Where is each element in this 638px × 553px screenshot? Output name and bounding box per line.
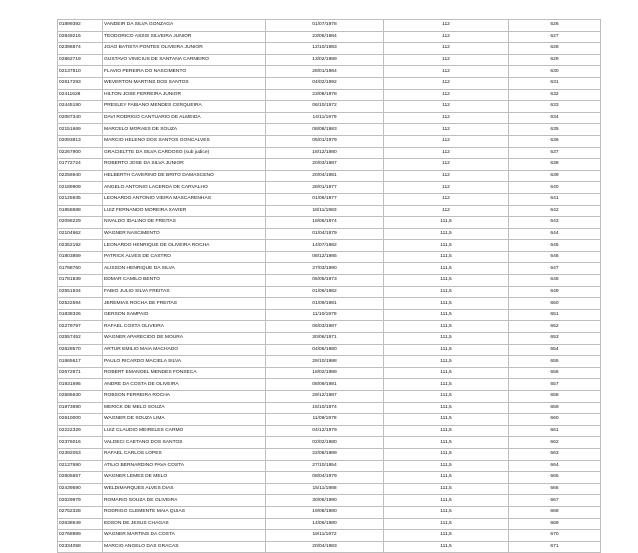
registration-cell: 02522594	[58, 298, 103, 310]
score-cell: 111,5	[384, 541, 509, 553]
name-cell: MERICK DE MELO SOUZA	[103, 402, 266, 414]
name-cell: JEREMIAS ROCHA DE FREITAS	[103, 298, 266, 310]
name-cell: VALDECI CAETANO DOS SANTOS	[103, 437, 266, 449]
birthdate-cell: 20/03/1987	[266, 159, 384, 171]
score-cell: 111,5	[384, 228, 509, 240]
score-cell: 112	[384, 66, 509, 78]
name-cell: WAGNER DE SOUZA LIMA	[103, 414, 266, 426]
birthdate-cell: 19/11/1972	[266, 530, 384, 542]
table-row	[58, 379, 601, 391]
rank-cell: 662	[509, 437, 601, 449]
score-cell: 112	[384, 43, 509, 55]
rank-cell: 659	[509, 402, 601, 414]
table-row	[58, 263, 601, 275]
registration-cell: 02222329	[58, 425, 103, 437]
table-row	[58, 437, 601, 449]
registration-cell: 02628570	[58, 344, 103, 356]
birthdate-cell: 06/03/1987	[266, 321, 384, 333]
name-cell: MARCIO ANGELO DAS GRACAS	[103, 541, 266, 553]
rank-cell: 671	[509, 541, 601, 553]
registration-cell: 02376016	[58, 437, 103, 449]
name-cell: DAVI RODRIGO CANTUARIO DE ALMEIDA	[103, 112, 266, 124]
birthdate-cell: 14/11/1979	[266, 112, 384, 124]
name-cell: PAULO RICARDO MACIELA SILVA	[103, 356, 266, 368]
birthdate-cell: 08/04/1979	[266, 472, 384, 484]
birthdate-cell: 14/07/1982	[266, 240, 384, 252]
results-table-body	[58, 20, 601, 553]
rank-cell: 665	[509, 472, 601, 484]
score-cell: 112	[384, 20, 509, 32]
score-cell: 111,5	[384, 275, 509, 287]
table-row	[58, 159, 601, 171]
table-row	[58, 495, 601, 507]
birthdate-cell: 13/02/1989	[266, 54, 384, 66]
score-cell: 112	[384, 101, 509, 113]
score-cell: 111,5	[384, 263, 509, 275]
score-cell: 111,5	[384, 460, 509, 472]
registration-cell: 01772724	[58, 159, 103, 171]
rank-cell: 628	[509, 43, 601, 55]
registration-cell: 01865617	[58, 356, 103, 368]
name-cell: ROMARIO SOUZA DE OLIVEIRA	[103, 495, 266, 507]
score-cell: 112	[384, 147, 509, 159]
birthdate-cell: 04/12/1979	[266, 425, 384, 437]
registration-cell: 02439590	[58, 483, 103, 495]
rank-cell: 637	[509, 147, 601, 159]
table-row	[58, 135, 601, 147]
name-cell: HILTON JOSE FERREIRA JUNIOR	[103, 89, 266, 101]
registration-cell: 02586630	[58, 391, 103, 403]
table-row	[58, 321, 601, 333]
score-cell: 111,5	[384, 483, 509, 495]
name-cell: PATRICK ALVES DE CASTRO	[103, 251, 266, 263]
table-row	[58, 275, 601, 287]
name-cell: FABIO JULIO SILVA FREITAS	[103, 286, 266, 298]
table-row	[58, 193, 601, 205]
table-row	[58, 124, 601, 136]
registration-cell: 02093813	[58, 135, 103, 147]
score-cell: 111,5	[384, 472, 509, 484]
table-row	[58, 240, 601, 252]
table-row	[58, 460, 601, 472]
registration-cell: 02396874	[58, 43, 103, 55]
table-row	[58, 530, 601, 542]
table-row	[58, 309, 601, 321]
score-cell: 111,5	[384, 530, 509, 542]
score-cell: 112	[384, 170, 509, 182]
score-cell: 112	[384, 159, 509, 171]
score-cell: 112	[384, 124, 509, 136]
birthdate-cell: 12/10/1983	[266, 43, 384, 55]
rank-cell: 661	[509, 425, 601, 437]
registration-cell: 02189909	[58, 182, 103, 194]
birthdate-cell: 06/10/1972	[266, 101, 384, 113]
birthdate-cell: 08/09/1981	[266, 379, 384, 391]
table-row	[58, 112, 601, 124]
rank-cell: 638	[509, 159, 601, 171]
table-row	[58, 20, 601, 32]
table-row	[58, 425, 601, 437]
name-cell: EDSON DE JESUS CHAGAS	[103, 518, 266, 530]
table-row	[58, 66, 601, 78]
table-row	[58, 391, 601, 403]
registration-cell: 02125935	[58, 193, 103, 205]
rank-cell: 650	[509, 298, 601, 310]
registration-cell: 01931695	[58, 379, 103, 391]
table-row	[58, 367, 601, 379]
score-cell: 111,5	[384, 344, 509, 356]
rank-cell: 634	[509, 112, 601, 124]
name-cell: RODRIGO CLEMENTE MAIA QUIAS	[103, 506, 266, 518]
score-cell: 111,5	[384, 448, 509, 460]
score-cell: 112	[384, 77, 509, 89]
table-row	[58, 228, 601, 240]
table-row	[58, 286, 601, 298]
rank-cell: 635	[509, 124, 601, 136]
registration-cell: 02638649	[58, 518, 103, 530]
table-row	[58, 333, 601, 345]
rank-cell: 627	[509, 31, 601, 43]
score-cell: 111,5	[384, 414, 509, 426]
table-row	[58, 77, 601, 89]
birthdate-cell: 30/06/1971	[266, 333, 384, 345]
table-row	[58, 89, 601, 101]
registration-cell: 02411628	[58, 89, 103, 101]
birthdate-cell: 01/04/1979	[266, 228, 384, 240]
rank-cell: 649	[509, 286, 601, 298]
birthdate-cell: 20/04/1981	[266, 170, 384, 182]
registration-cell: 02029979	[58, 495, 103, 507]
table-row	[58, 541, 601, 553]
score-cell: 111,5	[384, 402, 509, 414]
registration-cell: 01973690	[58, 402, 103, 414]
score-cell: 111,5	[384, 425, 509, 437]
score-cell: 111,5	[384, 367, 509, 379]
rank-cell: 642	[509, 205, 601, 217]
table-row	[58, 147, 601, 159]
registration-cell: 01858688	[58, 205, 103, 217]
table-row	[58, 43, 601, 55]
birthdate-cell: 18/06/1974	[266, 217, 384, 229]
registration-cell: 02334058	[58, 541, 103, 553]
birthdate-cell: 23/08/1978	[266, 89, 384, 101]
birthdate-cell: 04/02/1992	[266, 77, 384, 89]
registration-cell: 02267900	[58, 147, 103, 159]
registration-cell: 02610000	[58, 414, 103, 426]
registration-cell: 02768989	[58, 530, 103, 542]
name-cell: ANDRE DA COSTA DE OLIVEIRA	[103, 379, 266, 391]
score-cell: 112	[384, 31, 509, 43]
table-row	[58, 182, 601, 194]
score-cell: 111,5	[384, 356, 509, 368]
name-cell: MARCELO MORAES DE SOUZA	[103, 124, 266, 136]
rank-cell: 656	[509, 367, 601, 379]
registration-cell: 02104962	[58, 228, 103, 240]
birthdate-cell: 02/02/1980	[266, 437, 384, 449]
name-cell: FLAVIO PEREIRA DO NASCIMENTO	[103, 66, 266, 78]
birthdate-cell: 01/06/1982	[266, 286, 384, 298]
rank-cell: 666	[509, 483, 601, 495]
rank-cell: 657	[509, 379, 601, 391]
name-cell: RAFAEL CARLOS LOPES	[103, 448, 266, 460]
birthdate-cell: 01/07/1978	[266, 20, 384, 32]
rank-cell: 663	[509, 448, 601, 460]
name-cell: WAGNER LEMES DE MELO	[103, 472, 266, 484]
spreadsheet-page	[57, 19, 585, 553]
name-cell: EDMAR CAMILO BENTO	[103, 275, 266, 287]
name-cell: WAGNER APARECIDO DE MOURA	[103, 333, 266, 345]
table-row	[58, 170, 601, 182]
score-cell: 111,5	[384, 333, 509, 345]
table-row	[58, 31, 601, 43]
birthdate-cell: 01/09/1981	[266, 298, 384, 310]
rank-cell: 629	[509, 54, 601, 66]
table-row	[58, 448, 601, 460]
rank-cell: 632	[509, 89, 601, 101]
registration-cell: 02862719	[58, 54, 103, 66]
rank-cell: 639	[509, 170, 601, 182]
name-cell: HELBERTH CAVERINO DE BRITO DAMASCENO	[103, 170, 266, 182]
name-cell: ATILIO BERNARDINO PAVA COSTA	[103, 460, 266, 472]
name-cell: GUSTAVO VINICIUS DE SANTANA CARNEIRO	[103, 54, 266, 66]
table-row	[58, 101, 601, 113]
registration-cell: 02672871	[58, 367, 103, 379]
score-cell: 111,5	[384, 309, 509, 321]
birthdate-cell: 29/10/1988	[266, 356, 384, 368]
rank-cell: 658	[509, 391, 601, 403]
table-row	[58, 217, 601, 229]
registration-cell: 02256940	[58, 170, 103, 182]
rank-cell: 652	[509, 321, 601, 333]
birthdate-cell: 28/01/1977	[266, 182, 384, 194]
name-cell: VANDEIR DA SILVA GONZAGA	[103, 20, 266, 32]
name-cell: RAFAEL COSTA OLIVEIRA	[103, 321, 266, 333]
rank-cell: 645	[509, 240, 601, 252]
birthdate-cell: 14/06/1980	[266, 518, 384, 530]
name-cell: ROBSON FERREIRA ROCHA	[103, 391, 266, 403]
rank-cell: 654	[509, 344, 601, 356]
registration-cell: 02151669	[58, 124, 103, 136]
score-cell: 112	[384, 54, 509, 66]
results-table	[57, 19, 601, 553]
table-row	[58, 402, 601, 414]
score-cell: 111,5	[384, 240, 509, 252]
name-cell: TEODORICO ASSIS SILVEIRA JUNIOR	[103, 31, 266, 43]
rank-cell: 630	[509, 66, 601, 78]
birthdate-cell: 28/01/1984	[266, 66, 384, 78]
registration-cell: 02098229	[58, 217, 103, 229]
score-cell: 112	[384, 182, 509, 194]
birthdate-cell: 01/06/1977	[266, 193, 384, 205]
name-cell: ALISSON HENRIQUE DA SILVA	[103, 263, 266, 275]
rank-cell: 640	[509, 182, 601, 194]
rank-cell: 651	[509, 309, 601, 321]
birthdate-cell: 30/05/1990	[266, 495, 384, 507]
rank-cell: 653	[509, 333, 601, 345]
rank-cell: 641	[509, 193, 601, 205]
rank-cell: 644	[509, 228, 601, 240]
birthdate-cell: 22/08/1989	[266, 448, 384, 460]
rank-cell: 646	[509, 251, 601, 263]
rank-cell: 636	[509, 135, 601, 147]
name-cell: ARTUR EMILIO MAIA MACHADO	[103, 344, 266, 356]
name-cell: WAGNER NASCIMENTO	[103, 228, 266, 240]
name-cell: MARCIO HELENO DOS SANTOS GONCALVES	[103, 135, 266, 147]
table-row	[58, 251, 601, 263]
name-cell: LEONARDO HENRIQUE DE OLIVEIRA ROCHA	[103, 240, 266, 252]
score-cell: 112	[384, 193, 509, 205]
birthdate-cell: 04/06/1980	[266, 344, 384, 356]
score-cell: 112	[384, 89, 509, 101]
name-cell: ROBERTO JOSE DA SILVA JUNIOR	[103, 159, 266, 171]
registration-cell: 01781839	[58, 275, 103, 287]
score-cell: 111,5	[384, 298, 509, 310]
name-cell: LUIZ CLAUDIO MEIRELES CARMO	[103, 425, 266, 437]
score-cell: 112	[384, 205, 509, 217]
score-cell: 111,5	[384, 286, 509, 298]
birthdate-cell: 05/01/1979	[266, 135, 384, 147]
registration-cell: 01788760	[58, 263, 103, 275]
rank-cell: 664	[509, 460, 601, 472]
rank-cell: 670	[509, 530, 601, 542]
registration-cell: 02551934	[58, 286, 103, 298]
score-cell: 111,5	[384, 437, 509, 449]
birthdate-cell: 15/10/1974	[266, 402, 384, 414]
registration-cell: 02392053	[58, 448, 103, 460]
score-cell: 112	[384, 112, 509, 124]
registration-cell: 01838326	[58, 309, 103, 321]
rank-cell: 626	[509, 20, 601, 32]
birthdate-cell: 05/05/1973	[266, 275, 384, 287]
registration-cell: 02849216	[58, 31, 103, 43]
table-row	[58, 414, 601, 426]
name-cell: NIVALDO IDALINO DE FREITAS	[103, 217, 266, 229]
table-row	[58, 356, 601, 368]
name-cell: LEONARDO ANTONIO VIEIRA MASCARENHAS	[103, 193, 266, 205]
table-row	[58, 205, 601, 217]
score-cell: 111,5	[384, 495, 509, 507]
birthdate-cell: 15/11/1988	[266, 483, 384, 495]
birthdate-cell: 08/08/1983	[266, 124, 384, 136]
rank-cell: 648	[509, 275, 601, 287]
name-cell: GRACIELTTE DA SILVA CARDOSO (sub judice)	[103, 147, 266, 159]
score-cell: 111,5	[384, 518, 509, 530]
registration-cell: 01899392	[58, 20, 103, 32]
table-row	[58, 483, 601, 495]
name-cell: ANGELO ANTONIO LACERDA DE CARVALHO	[103, 182, 266, 194]
registration-cell: 02445190	[58, 101, 103, 113]
birthdate-cell: 23/05/1984	[266, 31, 384, 43]
registration-cell: 02279797	[58, 321, 103, 333]
table-row	[58, 518, 601, 530]
table-row	[58, 54, 601, 66]
rank-cell: 647	[509, 263, 601, 275]
rank-cell: 643	[509, 217, 601, 229]
registration-cell: 02087340	[58, 112, 103, 124]
score-cell: 112	[384, 135, 509, 147]
name-cell: LUIZ FERNANDO MOREIRA XAVIER	[103, 205, 266, 217]
rank-cell: 655	[509, 356, 601, 368]
score-cell: 111,5	[384, 251, 509, 263]
score-cell: 111,5	[384, 391, 509, 403]
rank-cell: 667	[509, 495, 601, 507]
name-cell: WELDIMARQUES ALVES DIAS	[103, 483, 266, 495]
birthdate-cell: 18/11/1983	[266, 205, 384, 217]
registration-cell: 02137690	[58, 460, 103, 472]
table-row	[58, 298, 601, 310]
registration-cell: 02605657	[58, 472, 103, 484]
table-row	[58, 344, 601, 356]
registration-cell: 01803859	[58, 251, 103, 263]
table-row	[58, 506, 601, 518]
score-cell: 111,5	[384, 506, 509, 518]
birthdate-cell: 11/10/1979	[266, 309, 384, 321]
registration-cell: 02352192	[58, 240, 103, 252]
rank-cell: 633	[509, 101, 601, 113]
name-cell: WEVERTON MARTINS DOS SANTOS	[103, 77, 266, 89]
name-cell: PRESLEY FABIANO MENDES CERQUEIRA	[103, 101, 266, 113]
name-cell: WAGNER MARTINS DA COSTA	[103, 530, 266, 542]
birthdate-cell: 29/12/1987	[266, 391, 384, 403]
rank-cell: 660	[509, 414, 601, 426]
registration-cell: 02752328	[58, 506, 103, 518]
name-cell: ROBERT EMANOEL MENDES FONSECA	[103, 367, 266, 379]
birthdate-cell: 11/09/1978	[266, 414, 384, 426]
birthdate-cell: 27/03/1990	[266, 263, 384, 275]
score-cell: 111,5	[384, 379, 509, 391]
registration-cell: 02557452	[58, 333, 103, 345]
score-cell: 111,5	[384, 321, 509, 333]
birthdate-cell: 19/08/1980	[266, 506, 384, 518]
rank-cell: 631	[509, 77, 601, 89]
name-cell: JOAO BATISTA PONTES OLIVEIRA JUNIOR	[103, 43, 266, 55]
rank-cell: 669	[509, 518, 601, 530]
table-row	[58, 472, 601, 484]
name-cell: GERSON SAMPAIO	[103, 309, 266, 321]
score-cell: 111,5	[384, 217, 509, 229]
birthdate-cell: 18/02/1989	[266, 367, 384, 379]
registration-cell: 02137810	[58, 66, 103, 78]
birthdate-cell: 08/12/1985	[266, 251, 384, 263]
rank-cell: 668	[509, 506, 601, 518]
birthdate-cell: 20/04/1983	[266, 541, 384, 553]
registration-cell: 02617293	[58, 77, 103, 89]
birthdate-cell: 27/10/1954	[266, 460, 384, 472]
birthdate-cell: 18/12/1980	[266, 147, 384, 159]
